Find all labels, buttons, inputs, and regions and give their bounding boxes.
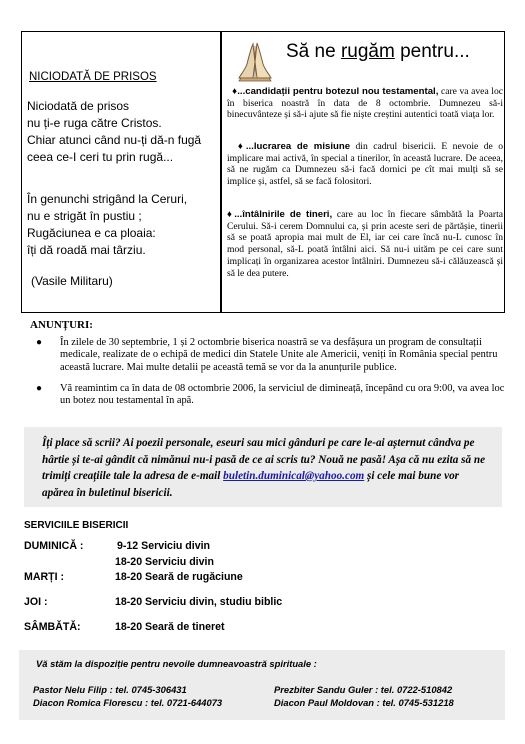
poem-line: ceea ce-I ceri tu prin rugă... xyxy=(27,150,174,164)
invite-text-before: Îți place să scrii? Ai poezii personale, eseuri sau mici gânduri pe care le-ai așternut cândva pe hârtie și te-ai gândit că nimănui nu-i pasă de ce ai scris tu? Nouă ne pasă! Așa că nu ezita să ne trimiți creațiile tale la adresa de e-mail xyxy=(42,437,486,482)
schedule-time: 18-20 Serviciu divin xyxy=(115,556,214,568)
prayer-item-text: care va avea loc în biserica noastră în data de 8 octombrie. Dumnezeu să-i binecuvânteze și să-i ajute să fie niște creștini autentici toată viața lor. xyxy=(227,86,503,121)
prayer-title-suffix: pentru... xyxy=(394,41,470,62)
prayer-item: ♦...candidații pentru botezul nou testamental, care va avea loc în biserica noastră în data de 8 octombrie. Dumnezeu să-i binecuvânteze și să-i ajute să fie niște creștini autentici toată viața lor. xyxy=(227,86,503,121)
poem-line: nu e strigăt în pustiu ; xyxy=(27,209,142,223)
invite-text xyxy=(42,435,492,501)
email-link[interactable]: buletin.duminical@yahoo.com xyxy=(223,470,365,482)
contact-entry: Diacon Paul Moldovan : tel. 0745-531218 xyxy=(274,697,454,708)
prayer-item: ♦...lucrarea de misiune din cadrul bisericii. E nevoie de o implicare mai activă, în special a tinerilor, în această lucrare. De aceea, să ne rugăm ca Dumnezeu să-i facă dornici pe cît mai mulți să se implice și, astfel, să se facă folositori. xyxy=(227,141,503,188)
announcement-item: Vă reamintim ca în data de 08 octombrie 2006, la serviciul de dimineață, începând cu ora 9:00, va avea loc un botez nou testamental în apă. xyxy=(60,383,505,407)
poem-stanza-2 xyxy=(27,191,187,259)
poem-line: îți dă roadă mai târziu. xyxy=(27,243,146,257)
poem-title: NICIODATĂ DE PRISOS xyxy=(29,71,157,83)
bullet-icon: ● xyxy=(36,337,43,348)
announcements-heading: ANUNȚURI: xyxy=(30,319,93,331)
invite-text-after: și cele mai bune vor apărea în buletinul bisericii. xyxy=(42,470,460,499)
prayer-item-text: care au loc în fiecare sâmbătă la Poarta Cerului. Să-i cerem Domnului ca, și prin aceste seri de părtășie, tinerii să se poată apropia mai mult de El, iar cei care încă nu-L cunosc în mod personal, să-L poată întâlni aici. Să nu-i uităm pe cei care sunt implicați în organizarea acestor întâlniri. Dumnezeu să-i călăuzească și să le dea putere. xyxy=(227,209,503,279)
announcement-item: În zilele de 30 septembrie, 1 și 2 octombrie biserica noastră se va desfășura un program de consultații medicale, realizate de o echipă de medici din Statele Unite ale Americii, veniți în România special pentru această lucrare. Mai multe detalii pe această temă se vor da la anunțurile publice. xyxy=(60,337,498,373)
prayer-item-lead: ...întâlnirile de tineri, xyxy=(234,209,333,220)
poem-author: (Vasile Militaru) xyxy=(31,274,113,288)
poem-line: Rugăciunea e ca ploaia: xyxy=(27,226,156,240)
prayer-item-lead: ...lucrarea de misiune xyxy=(245,141,351,152)
prayer-title xyxy=(286,41,470,63)
poem-line: Chiar atunci când nu-ți dă-n fugă xyxy=(27,133,202,147)
schedule-day: SÂMBĂTĂ: xyxy=(24,621,81,633)
poem-line: Niciodată de prisos xyxy=(27,99,130,113)
schedule-time: 18-20 Seară de rugăciune xyxy=(115,571,243,583)
contact-entry: Prezbiter Sandu Guler : tel. 0722-510842 xyxy=(274,684,453,695)
schedule-time: 18-20 Seară de tineret xyxy=(115,621,225,633)
column-divider xyxy=(220,31,222,313)
prayer-title-underlined: rugăm xyxy=(340,41,395,62)
poem-stanza-1 xyxy=(27,98,201,166)
schedule-day: JOI : xyxy=(24,596,48,608)
bullet-icon: ● xyxy=(36,383,43,394)
praying-hands-icon xyxy=(233,38,277,82)
prayer-title-prefix: Să ne xyxy=(286,41,341,62)
schedule-day: MARȚI : xyxy=(24,571,65,583)
schedule-day: DUMINICĂ : xyxy=(24,540,84,552)
prayer-item-lead: ...candidații pentru botezul nou testamental, xyxy=(237,86,439,97)
prayer-item-text: din cadrul bisericii. E nevoie de o implicare mai activă, în special a tinerilor, în această lucrare. De aceea, să ne rugăm ca Dumnezeu să-i facă dornici pe cît mai mulți să se implice și, astfel, să se facă folositori. xyxy=(227,141,503,188)
contacts-intro: Vă stăm la dispoziție pentru nevoile dumneavoastră spirituale : xyxy=(36,658,317,669)
schedule-time: 18-20 Serviciu divin, studiu biblic xyxy=(115,596,283,608)
schedule-time: 9-12 Serviciu divin xyxy=(117,540,211,552)
prayer-item: ♦...întâlnirile de tineri, care au loc în fiecare sâmbătă la Poarta Cerului. Să-i cerem Domnului ca, și prin aceste seri de părtășie, tinerii să se poată apropia mai mult de El, iar cei care încă nu-L cunosc în mod personal, să-L poată întâlni aici. Să nu-i uităm pe cei care sunt implicați în organizarea acestor întâlniri. Dumnezeu să-i călăuzească și să le dea putere. xyxy=(227,209,503,279)
schedule-heading: SERVICIILE BISERICII xyxy=(24,520,129,531)
contact-entry: Diacon Romica Florescu : tel. 0721-644073 xyxy=(33,697,223,708)
poem-line: În genunchi strigând la Ceruri, xyxy=(27,192,188,206)
contact-entry: Pastor Nelu Filip : tel. 0745-306431 xyxy=(33,684,187,695)
poem-line: nu ți-e ruga către Cristos. xyxy=(27,116,162,130)
